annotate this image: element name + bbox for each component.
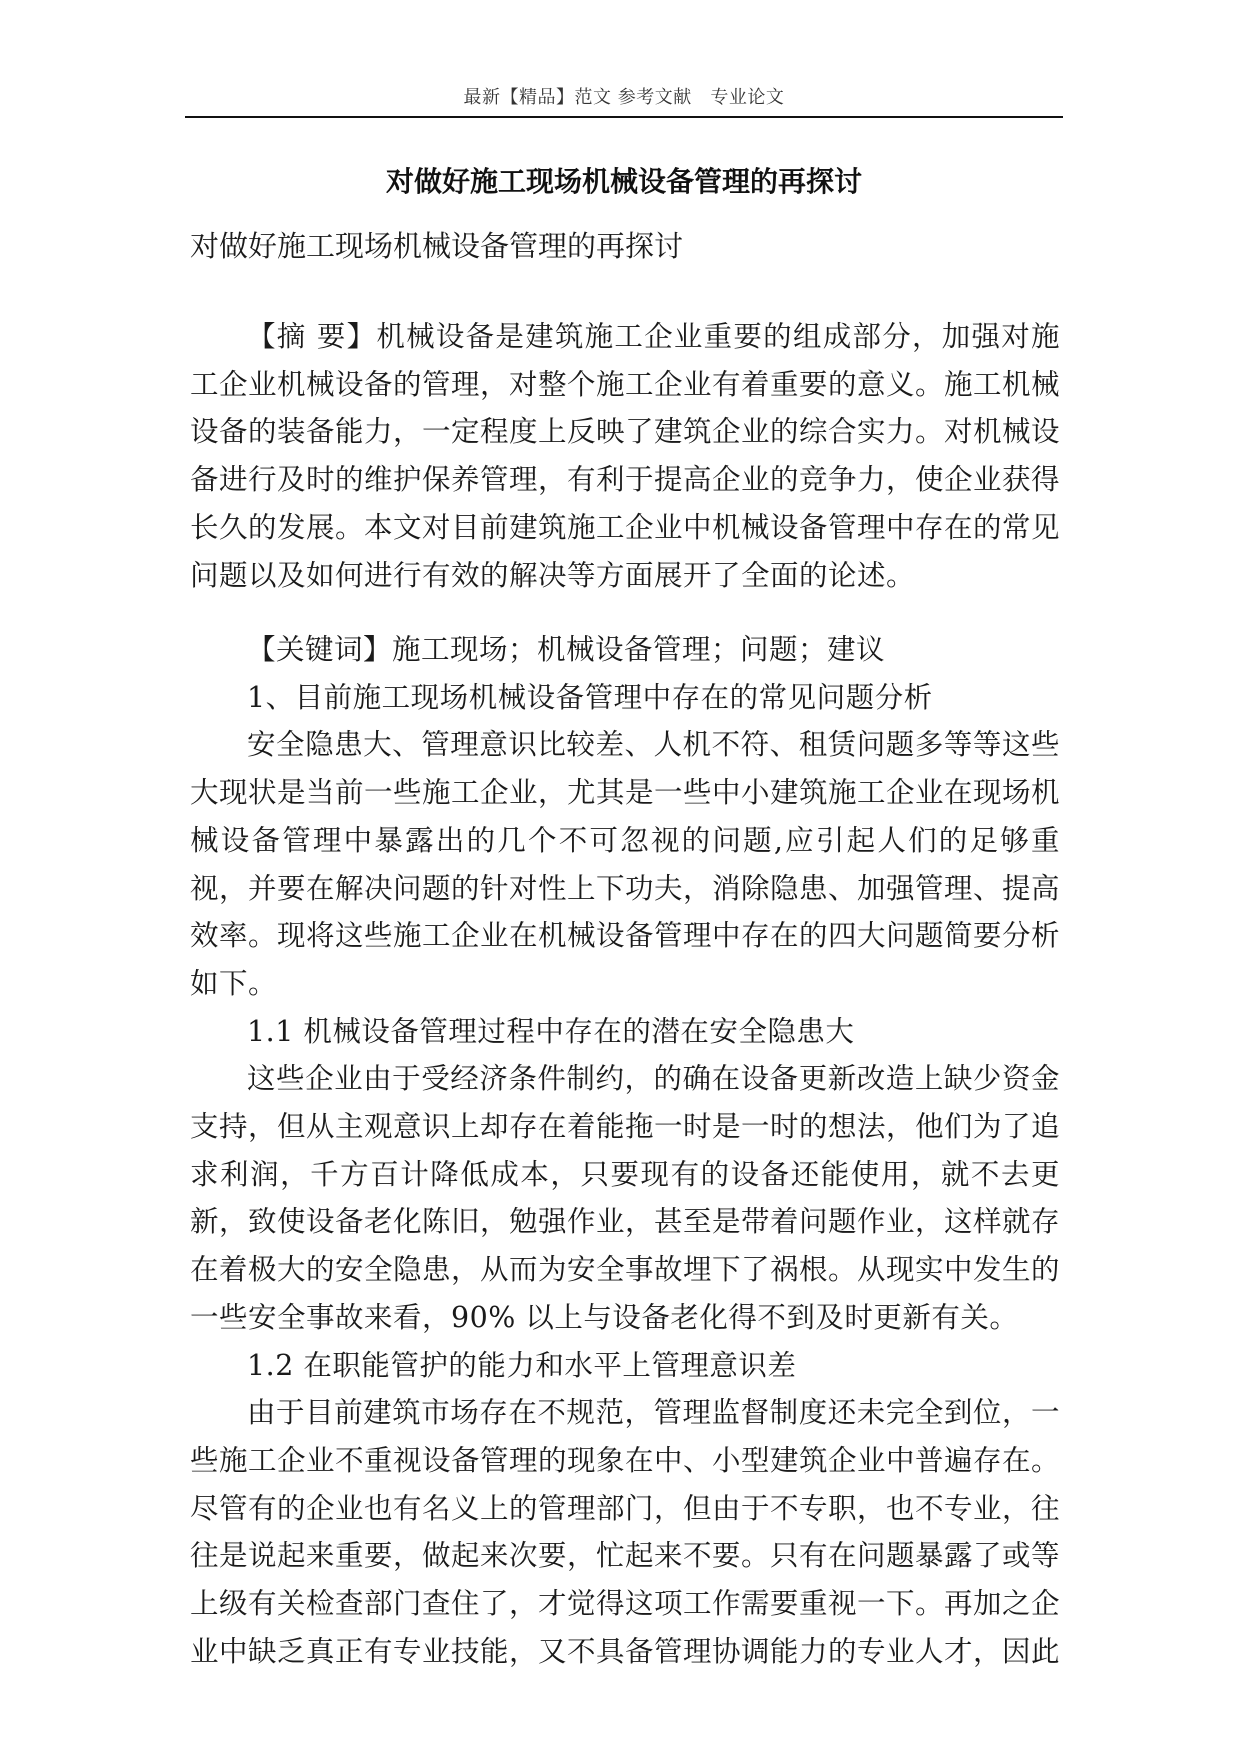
section-1-paragraph: 安全隐患大、管理意识比较差、人机不符、租赁问题多等等这些大现状是当前一些施工企业，尤其是一些中小建筑施工企业在现场机械设备管理中暴露出的几个不可忽视的问题,应引起人们的足够重视，并要在解决问题的针对性上下功夫，消除隐患、加强管理、提高效率。现将这些施工企业在机械设备管理中存在的四大问题简要分析如下。 <box>190 728 1061 1000</box>
section-1-heading: 1、目前施工现场机械设备管理中存在的常见问题分析 <box>247 680 933 714</box>
page-header: 最新【精品】范文 参考文献 专业论文 <box>185 80 1063 118</box>
document-subtitle: 对做好施工现场机械设备管理的再探讨 <box>190 229 684 263</box>
section-1-2-heading: 1.2 在职能管护的能力和水平上管理意识差 <box>247 1348 797 1382</box>
section-1-1-paragraph: 这些企业由于受经济条件制约，的确在设备更新改造上缺少资金支持，但从主观意识上却存在着能拖一时是一时的想法，他们为了追求利润，千方百计降低成本，只要现有的设备还能使用，就不去更新，致使设备老化陈旧，勉强作业，甚至是带着问题作业，这样就存在着极大的安全隐患，从而为安全事故埋下了祸根。从现实中发生的一些安全事故来看，90% 以上与设备老化得不到及时更新有关。 <box>190 1062 1061 1334</box>
section-1-2-paragraph: 由于目前建筑市场存在不规范，管理监督制度还未完全到位，一些施工企业不重视设备管理的现象在中、小型建筑企业中普遍存在。尽管有的企业也有名义上的管理部门，但由于不专职，也不专业，往往是说起来重要，做起来次要，忙起来不要。只有在问题暴露了或等上级有关检查部门查住了，才觉得这项工作需要重视一下。再加之企业中缺乏真正有专业技能，又不具备管理协调能力的专业人才，因此 <box>190 1396 1061 1668</box>
section-1-1-heading: 1.1 机械设备管理过程中存在的潜在安全隐患大 <box>247 1014 855 1048</box>
keywords-line: 【关键词】施工现场；机械设备管理；问题；建议 <box>247 633 886 666</box>
abstract-section <box>190 313 1060 599</box>
document-title: 对做好施工现场机械设备管理的再探讨 <box>385 165 862 198</box>
main-body <box>190 626 1060 1675</box>
abstract-paragraph: 【摘 要】机械设备是建筑施工企业重要的组成部分，加强对施工企业机械设备的管理，对整个施工企业有着重要的意义。施工机械设备的装备能力，一定程度上反映了建筑企业的综合实力。对机械设备进行及时的维护保养管理，有利于提高企业的竞争力，使企业获得长久的发展。本文对目前建筑施工企业中机械设备管理中存在的常见问题以及如何进行有效的解决等方面展开了全面的论述。 <box>190 320 1061 592</box>
